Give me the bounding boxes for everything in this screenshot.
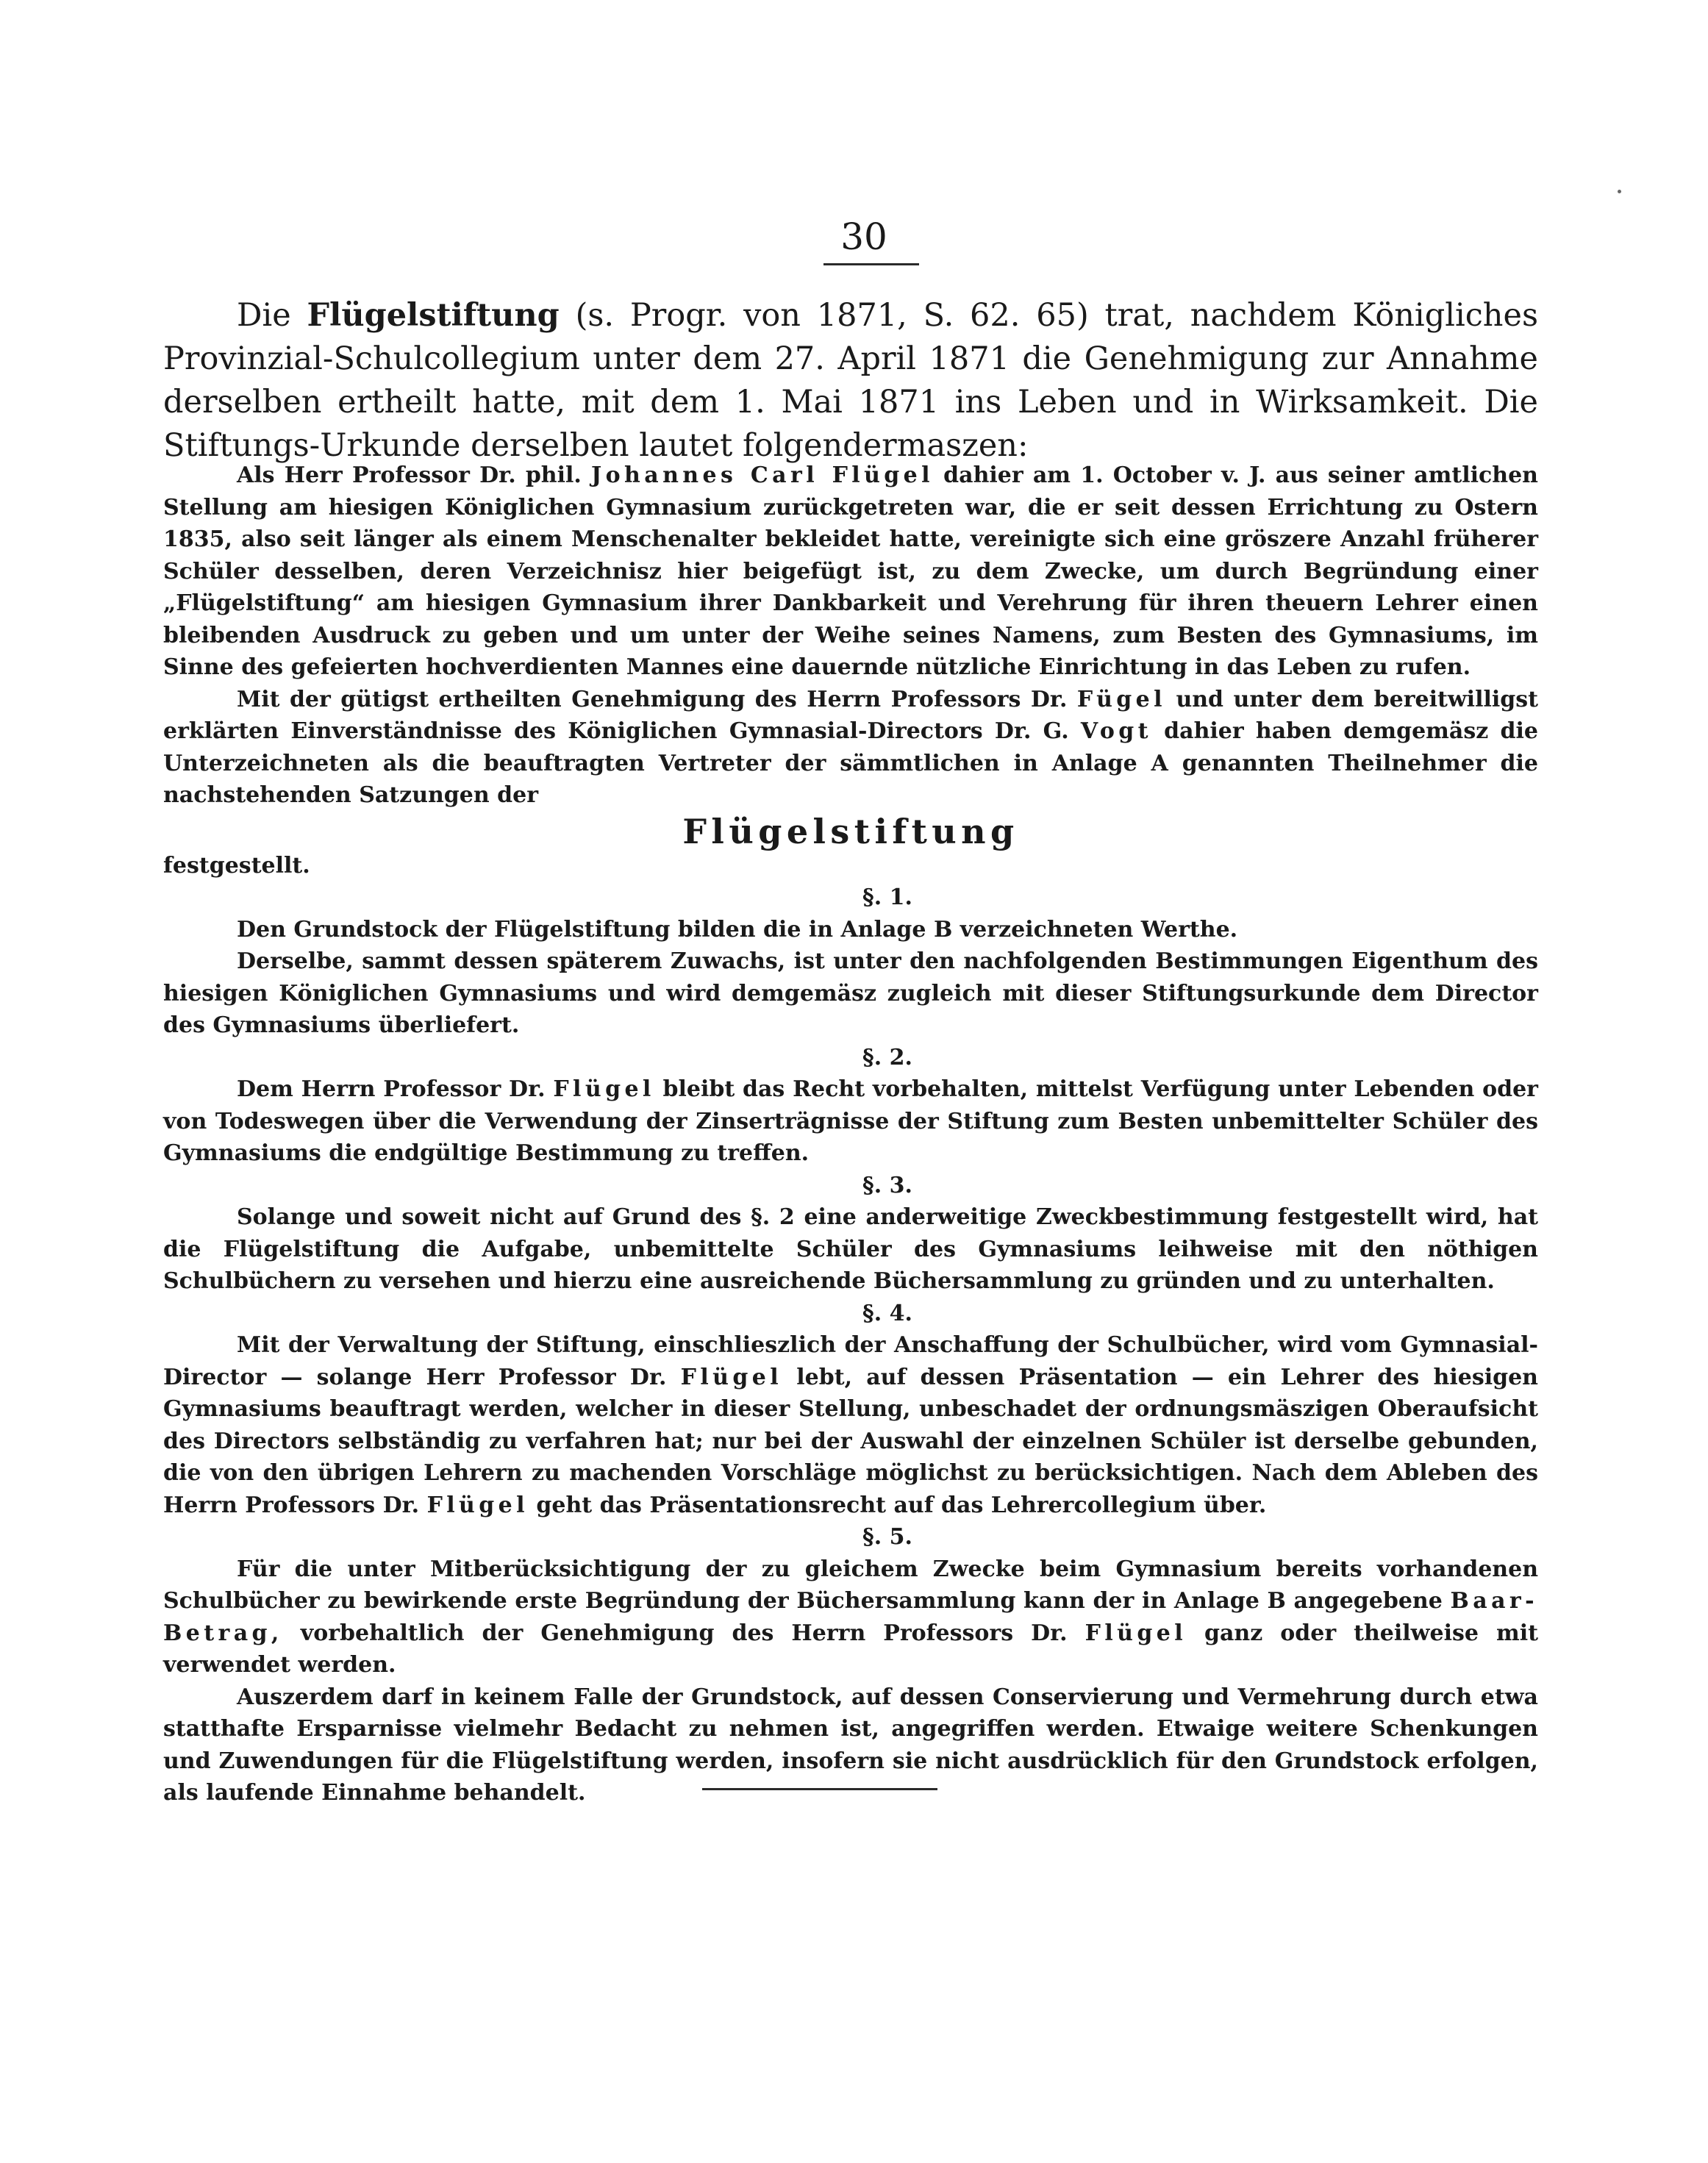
closing-rule bbox=[702, 1788, 937, 1790]
intro-text: (s. Progr. von 1871, S. 62. 65) trat, nachdem Königliches Provinzial-Schulcollegium unter dem 27. April 1871 die Genehmigung zur Annahme derselben ertheilt hatte, mit dem 1. Mai 1871 ins Leben und in Wirksamkeit. Die Stiftungs-Urkunde derselben lautet folgendermaszen: bbox=[163, 297, 1539, 464]
section-4-paragraph bbox=[163, 1329, 1538, 1521]
intro-paragraph bbox=[163, 294, 1538, 468]
section-5-part-c: ganz oder theilweise mit verwendet werden. bbox=[163, 1620, 1538, 1678]
urkunde-p2-part-a: Mit der gütigst ertheilten Genehmigung des Herrn Professors Dr. bbox=[237, 686, 1068, 712]
section-5-part-b: vorbehaltlich der Genehmigung des Herrn Professors Dr. bbox=[300, 1620, 1068, 1646]
stiftung-heading: Flügelstiftung bbox=[682, 811, 1019, 851]
intro-title: Flügelstiftung bbox=[307, 297, 560, 334]
name-vogt: Vogt bbox=[1080, 718, 1152, 744]
paper-speck bbox=[1618, 190, 1621, 193]
intro-lead: Die bbox=[237, 297, 291, 334]
urkunde-p2-part-c: dahier haben demgemäsz die Unterzeichneten als die beauftragten Vertreter der sämmtlichen in Anlage A genannten Theilnehmer die nachstehenden Satzungen der bbox=[163, 718, 1539, 808]
section-3-paragraph: Solange und soweit nicht auf Grund des §. 2 eine anderweitige Zweckbestimmung festgestellt wird, hat die Flügelstiftung die Aufgabe, unbemittelte Schüler des Gymnasiums leihweise mit den nöthigen Schulbüchern zu versehen und hierzu eine ausreichende Büchersammlung zu gründen und zu unterhalten. bbox=[163, 1204, 1538, 1294]
section-1-paragraph-1: Den Grundstock der Flügelstiftung bilden die in Anlage B verzeichneten Werthe. bbox=[237, 916, 1238, 943]
urkunde-p1-part-b: dahier am 1. October v. J. aus seiner amtlichen Stellung am hiesigen Königlichen Gymnasium zurückgetreten war, die er seit dessen Errichtung zu Ostern 1835, also seit länger als einem Menschenalter bekleidet hatte, vereinigte sich eine gröszere Anzahl früherer Schüler desselben, deren Verzeichnisz hier beigefügt ist, zu dem Zwecke, um durch Begründung einer „Flügelstiftung“ am hiesigen Gymnasium ihrer Dankbarkeit und Verehrung für ihren theuern Lehrer einen bleibenden Ausdruck zu geben und um unter der Weihe seines Namens, zum Besten des Gymnasiums, im Sinne des gefeierten hochverdienten Mannes eine dauernde nützliche Einrichtung in das Leben zu rufen. bbox=[163, 462, 1538, 680]
section-4-part-a: Mit der Verwaltung der Stiftung, einschlieszlich der Anschaffung der Schulbücher, wird vom Gymnasial-Director — solange Herr Professor Dr. bbox=[163, 1332, 1538, 1390]
section-2-part-a: Dem Herrn Professor Dr. bbox=[237, 1076, 546, 1102]
section-3-label: §. 3. bbox=[862, 1172, 912, 1198]
name-fluegel: Flügel bbox=[1085, 1620, 1187, 1646]
name-fuegel: Fügel bbox=[1076, 686, 1166, 712]
section-2-paragraph bbox=[163, 1073, 1538, 1170]
urkunde-paragraph-1 bbox=[163, 460, 1538, 684]
page-number-underline bbox=[823, 263, 919, 265]
section-5-paragraph-1 bbox=[163, 1554, 1538, 1681]
name-fluegel: Flügel bbox=[680, 1364, 783, 1390]
section-2-label: §. 2. bbox=[862, 1044, 912, 1070]
page-number: 30 bbox=[840, 215, 887, 258]
section-5-part-a: Für die unter Mitberücksichtigung der zu gleichem Zwecke beim Gymnasium bereits vorhandenen Schulbücher zu bewirkende erste Begründung der Büchersammlung kann der in Anlage B angegebene bbox=[163, 1556, 1538, 1614]
section-4-part-b: lebt, auf dessen Präsentation — ein Lehrer des hiesigen Gymnasiums beauftragt werden, welcher in dieser Stellung, unbeschadet der ordnungsmäszigen Oberaufsicht des Directors selbständig zu verfahren hat; nur bei der Auswahl der einzelnen Schüler ist derselbe gebunden, die von den übrigen Lehrern zu machenden Vorschläge möglichst zu berücksichtigen. Nach dem Ableben des Herrn Professors Dr. bbox=[163, 1364, 1538, 1518]
urkunde-p2-part-b: und unter dem bereitwilligst erklärten Einverständnisse des Königlichen Gymnasial-Directors Dr. G. bbox=[163, 686, 1538, 744]
urkunde-p1-part-a: Als Herr Professor Dr. phil. bbox=[237, 462, 582, 488]
name-fluegel: Flügel bbox=[553, 1076, 655, 1102]
section-4-part-c: geht das Präsentationsrecht auf das Lehrercollegium über. bbox=[536, 1492, 1267, 1518]
section-2-part-b: bleibt das Recht vorbehalten, mittelst Verfügung unter Lebenden oder von Todeswegen über die Verwendung der Zinserträgnisse der Stiftung zum Besten unbemittelter Schüler des Gymnasiums die endgültige Bestimmung zu treffen. bbox=[163, 1076, 1538, 1166]
urkunde-body bbox=[163, 460, 1538, 1809]
festgestellt-line: festgestellt. bbox=[163, 852, 310, 879]
section-1-label: §. 1. bbox=[862, 884, 912, 910]
name-johannes-carl-fluegel: Johannes Carl Flügel bbox=[591, 462, 934, 488]
baar-betrag: Baar-Betrag, bbox=[163, 1588, 1538, 1646]
section-4-label: §. 4. bbox=[862, 1300, 912, 1326]
section-5-label: §. 5. bbox=[862, 1524, 912, 1550]
name-fluegel: Flügel bbox=[426, 1492, 529, 1518]
section-5-paragraph-2: Auszerdem darf in keinem Falle der Grundstock, auf dessen Conservierung und Vermehrung durch etwa statthafte Ersparnisse vielmehr Bedacht zu nehmen ist, angegriffen werden. Etwaige weitere Schenkungen und Zuwendungen für die Flügelstiftung werden, insofern sie nicht ausdrücklich für den Grundstock erfolgen, als laufende Einnahme behandelt. bbox=[163, 1684, 1538, 1806]
urkunde-paragraph-2 bbox=[163, 684, 1538, 812]
section-1-paragraph-2: Derselbe, sammt dessen späterem Zuwachs, ist unter den nachfolgenden Bestimmungen Eigenthum des hiesigen Königlichen Gymnasiums und wird demgemäsz zugleich mit dieser Stiftungsurkunde dem Director des Gymnasiums überliefert. bbox=[163, 948, 1538, 1038]
